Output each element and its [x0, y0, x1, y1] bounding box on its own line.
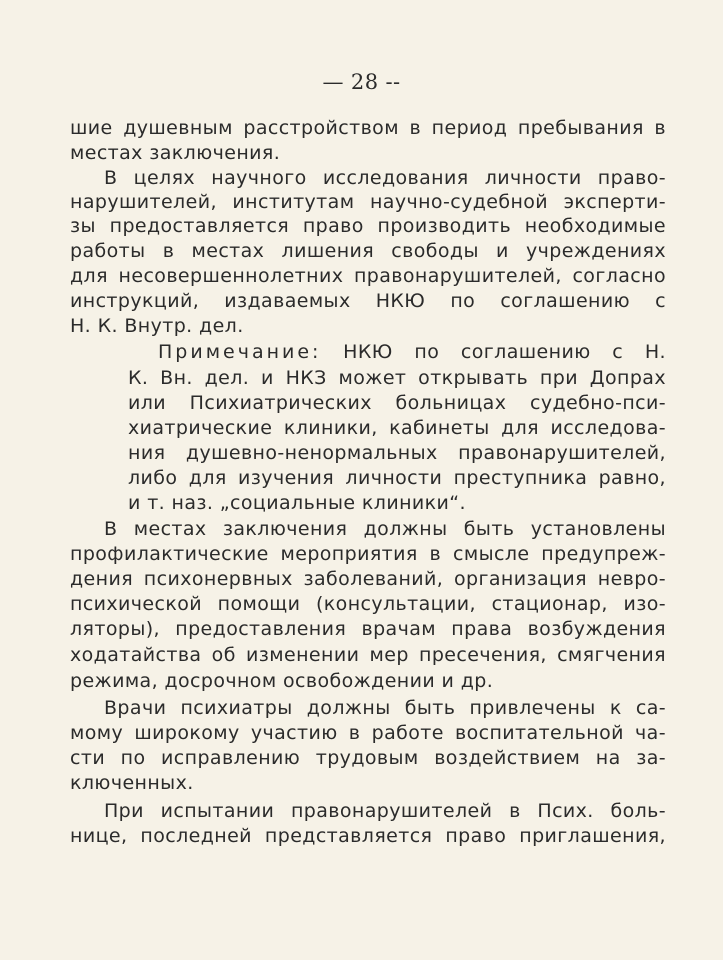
note-line: ния душевно-ненормальных правонарушителей, — [128, 442, 666, 464]
note-line: или Психиатрических больницах судебно-пси- — [128, 392, 666, 414]
text-line: нарушителей, институтам научно-судебной эксперти- — [70, 191, 666, 213]
text-line: режима, досрочном освобождении и др. — [70, 670, 494, 692]
text-line: Врачи психиатры должны быть привлечены к са- — [104, 697, 666, 719]
text-line: дения психонервных заболеваний, организация невро- — [70, 568, 666, 590]
page-number: — 28 -- — [322, 70, 401, 94]
text-line: шие душевным расстройством в период пребывания в — [70, 117, 666, 139]
note-first-line-text: НКЮ по соглашению с Н. — [343, 341, 666, 363]
note-line: либо для изучения личности преступника равно, — [128, 467, 666, 489]
text-line: психической помощи (консультации, стационар, изо- — [70, 593, 666, 615]
text-line: местах заключения. — [70, 142, 281, 164]
text-line: инструкций, издаваемых НКЮ по соглашению с — [70, 290, 666, 312]
text-line: ходатайства об изменении мер пресечения, смягчения — [70, 644, 666, 666]
note-line: хиатрические клиники, кабинеты для исследова- — [128, 417, 666, 439]
text-line: зы предоставляется право производить необходимые — [70, 215, 666, 237]
text-line: Н. К. Внутр. дел. — [70, 315, 244, 337]
text-line: сти по исправлению трудовым воздействием на за- — [70, 747, 666, 769]
text-line: В целях научного исследования личности право- — [104, 167, 666, 189]
text-line: ляторы), предоставления врачам права возбуждения — [70, 618, 666, 640]
text-line: мому широкому участию в работе воспитательной ча- — [70, 722, 666, 744]
text-line: В местах заключения должны быть установлены — [104, 518, 666, 540]
note-first-line — [158, 340, 666, 364]
text-line: для несовершеннолетних правонарушителей, согласно — [70, 265, 666, 287]
text-line: нице, последней представляется право приглашения, — [70, 825, 666, 847]
text-line: ключенных. — [70, 772, 194, 794]
note-line: и т. наз. „социальные клиники“. — [128, 492, 466, 514]
text-line: работы в местах лишения свободы и учреждениях — [70, 240, 666, 262]
note-label: Примечание: — [158, 341, 322, 363]
text-line: При испытании правонарушителей в Псих. боль- — [104, 800, 666, 822]
text-line: профилактические мероприятия в смысле предупреж- — [70, 543, 666, 565]
note-line: К. Вн. дел. и НКЗ может открывать при Допрах — [128, 367, 666, 389]
